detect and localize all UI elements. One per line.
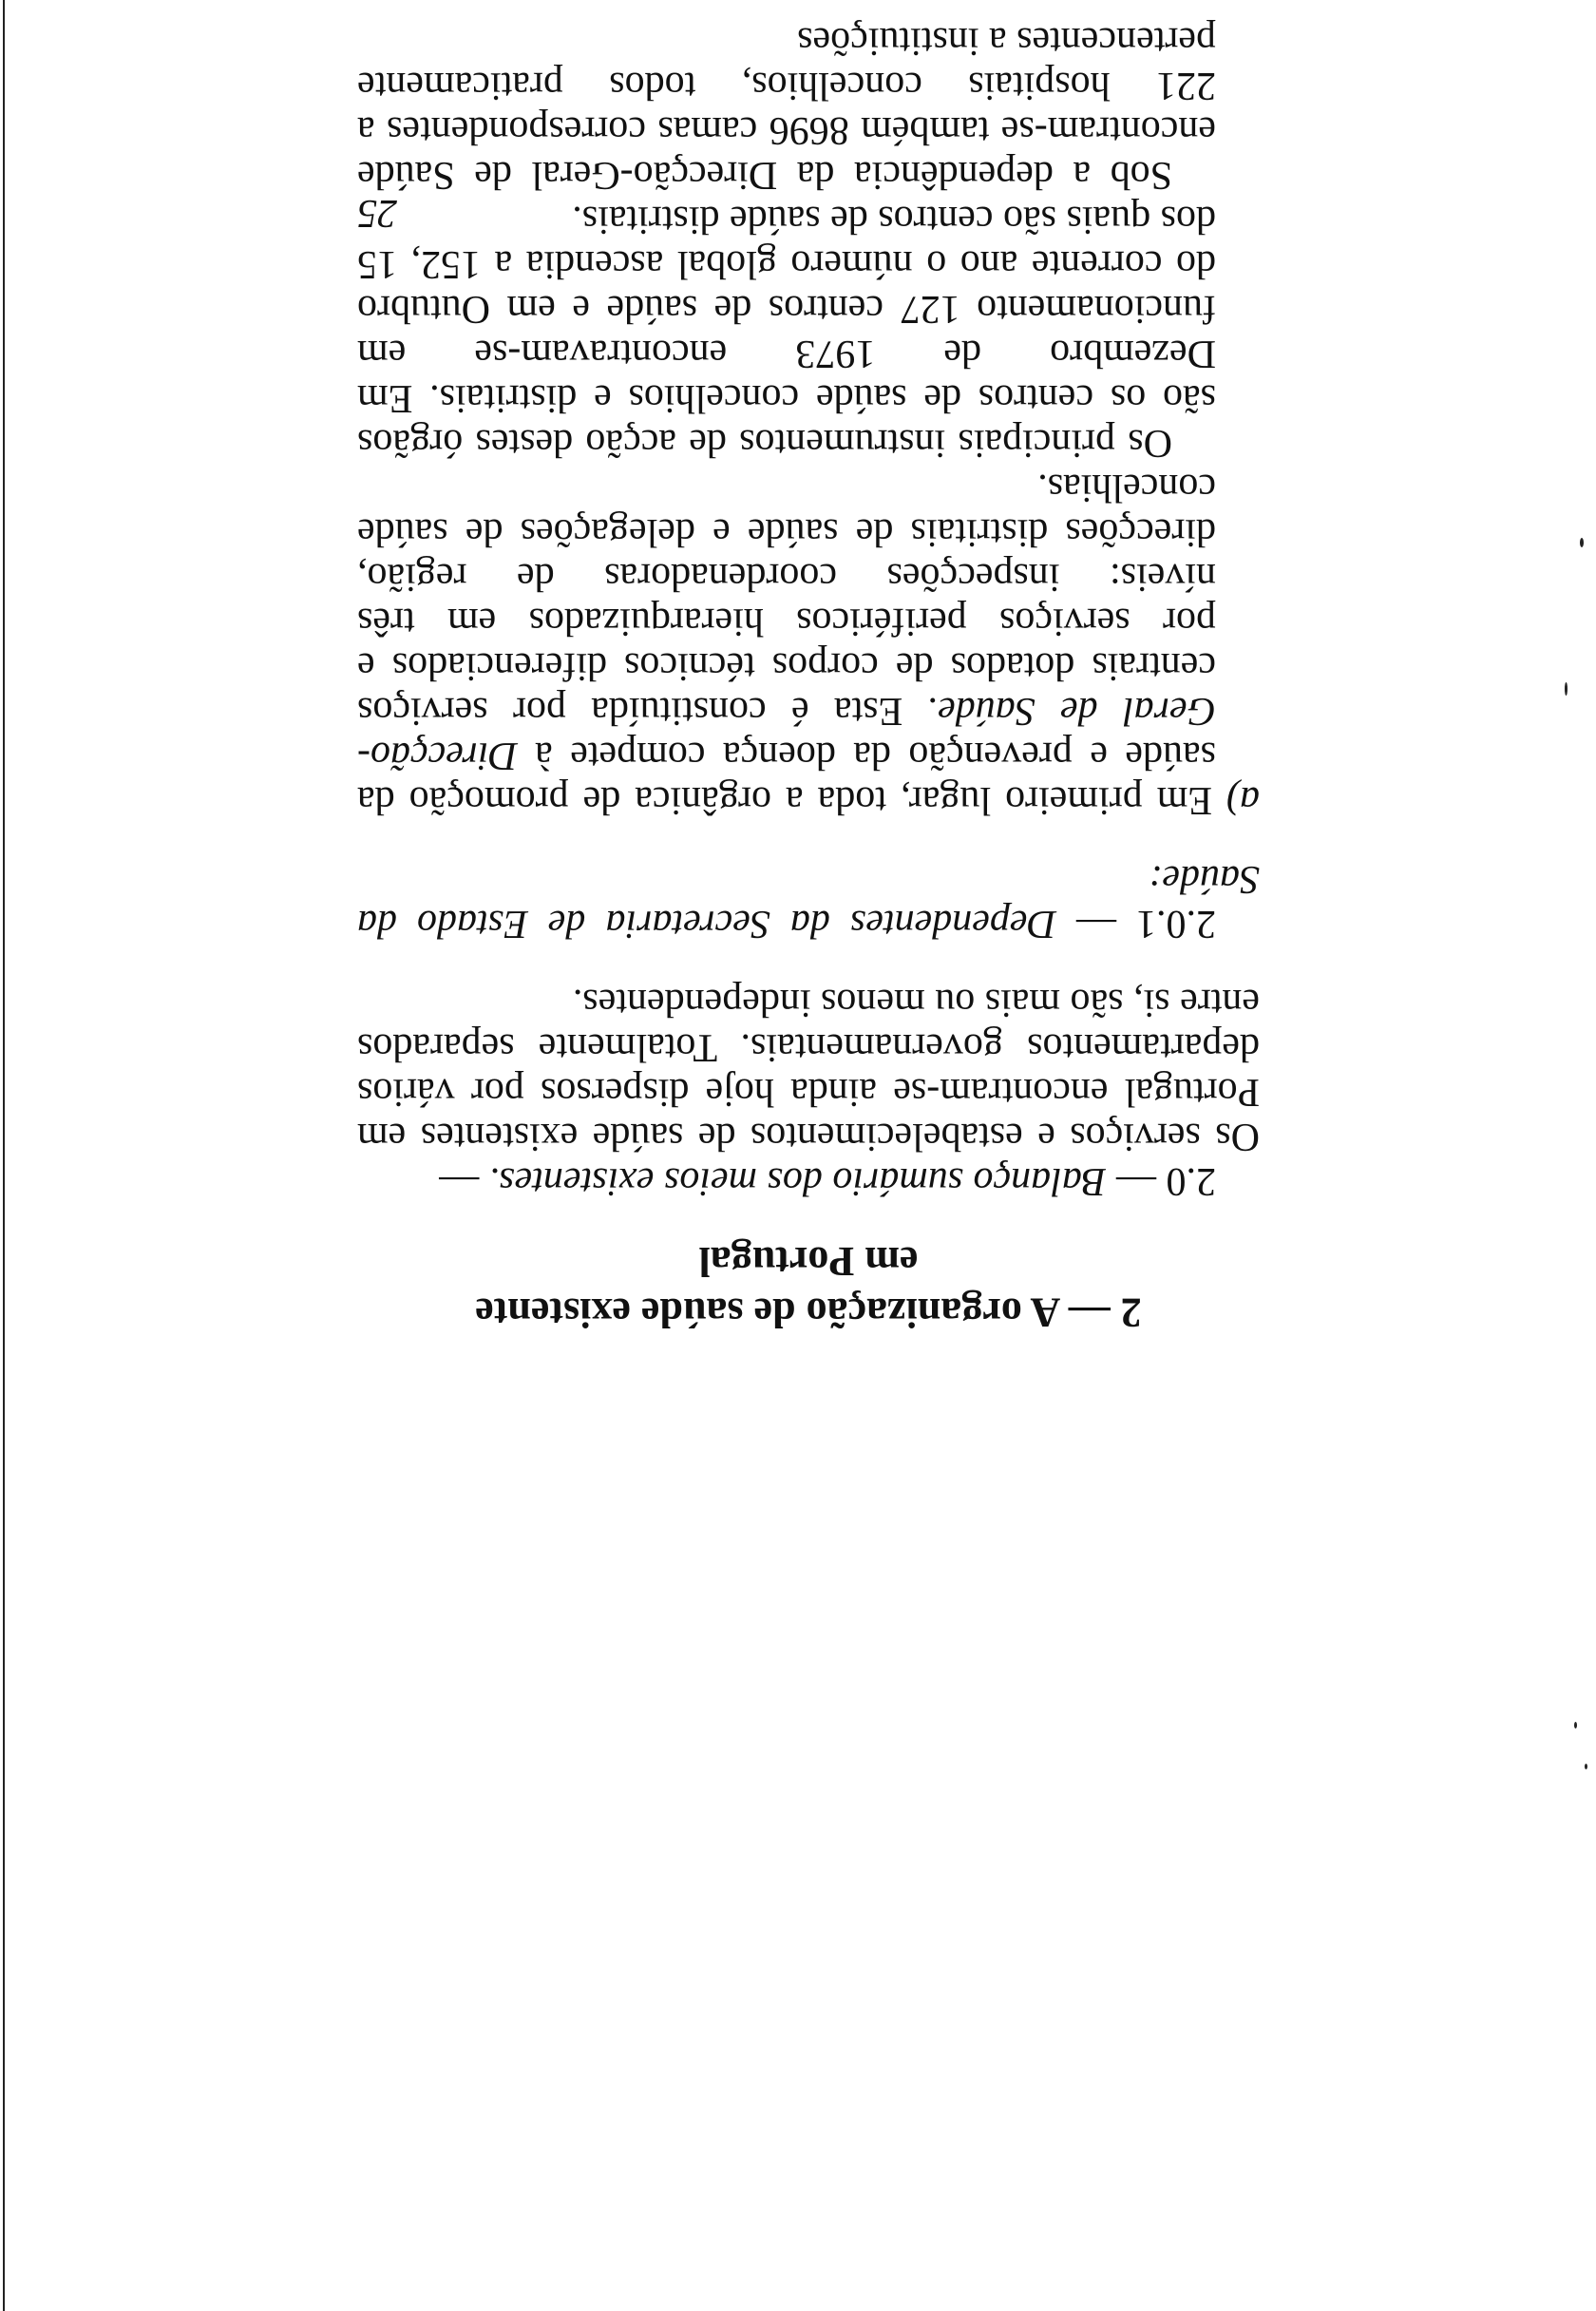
section-number: 2.0.1 — bbox=[1055, 902, 1216, 945]
section-heading-italic: Dependentes da Secretaria de Estado da Saúde: bbox=[357, 857, 1260, 945]
section-2-0-heading bbox=[357, 1158, 1260, 1203]
chapter-title-line2: em Portugal bbox=[698, 1238, 919, 1285]
item-para3-text: Sob a dependência da Direcção-Geral de Saúde encontram-se também 8696 camas correspondentes a 221 hospitais concelhios, todos praticamente pertencentes a instituições bbox=[357, 19, 1216, 197]
chapter-title-line1: 2 — A organização de saúde existente bbox=[475, 1289, 1142, 1336]
section-dash: — bbox=[439, 1159, 489, 1203]
page-number: 25 bbox=[357, 191, 397, 235]
section-2-0-body: Os serviços e estabelecimentos de saúde existentes em Portugal encontram-se ainda hoje dispersos por vários departamentos governamentais. Totalmente separados entre si, são mais ou menos independentes. bbox=[357, 981, 1260, 1158]
chapter-title bbox=[357, 1235, 1260, 1338]
item-a-paragraph-3 bbox=[357, 18, 1260, 197]
item-letter: a) bbox=[1226, 778, 1260, 822]
item-para2-text: Os principais instrumentos de acção destes órgãos são os centros de saúde concelhios e distritais. Em Dezembro de 1973 encontravam-se em funcionamento 127 centros de saúde e em Outubro do corrente ano o número global ascendia a 152, 15 dos quais são centros de saúde distritais. bbox=[357, 198, 1216, 465]
item-text-part1: Em primeiro lugar, toda a orgânica de promoção da saúde e prevenção da doença compete à bbox=[357, 734, 1226, 822]
section-number: 2.0 — bbox=[1106, 1159, 1216, 1203]
section-heading-italic: Balanço sumário dos meios existentes. bbox=[488, 1159, 1107, 1203]
item-a-paragraph-2 bbox=[357, 197, 1260, 465]
item-text-italic: Direcção-Geral de Saúde bbox=[357, 689, 1216, 777]
section-2-0-1-heading bbox=[357, 856, 1260, 945]
item-a-paragraph bbox=[357, 465, 1260, 822]
item-text-part2: . Esta é constituída por serviços centrais dotados de corpos técnicos diferenciados e por serviços periféricos hierarquizados em três níveis: inspecções coordenadoras de região, direcções distritais de saúde e delegações de saúde concelhias. bbox=[357, 466, 1216, 733]
